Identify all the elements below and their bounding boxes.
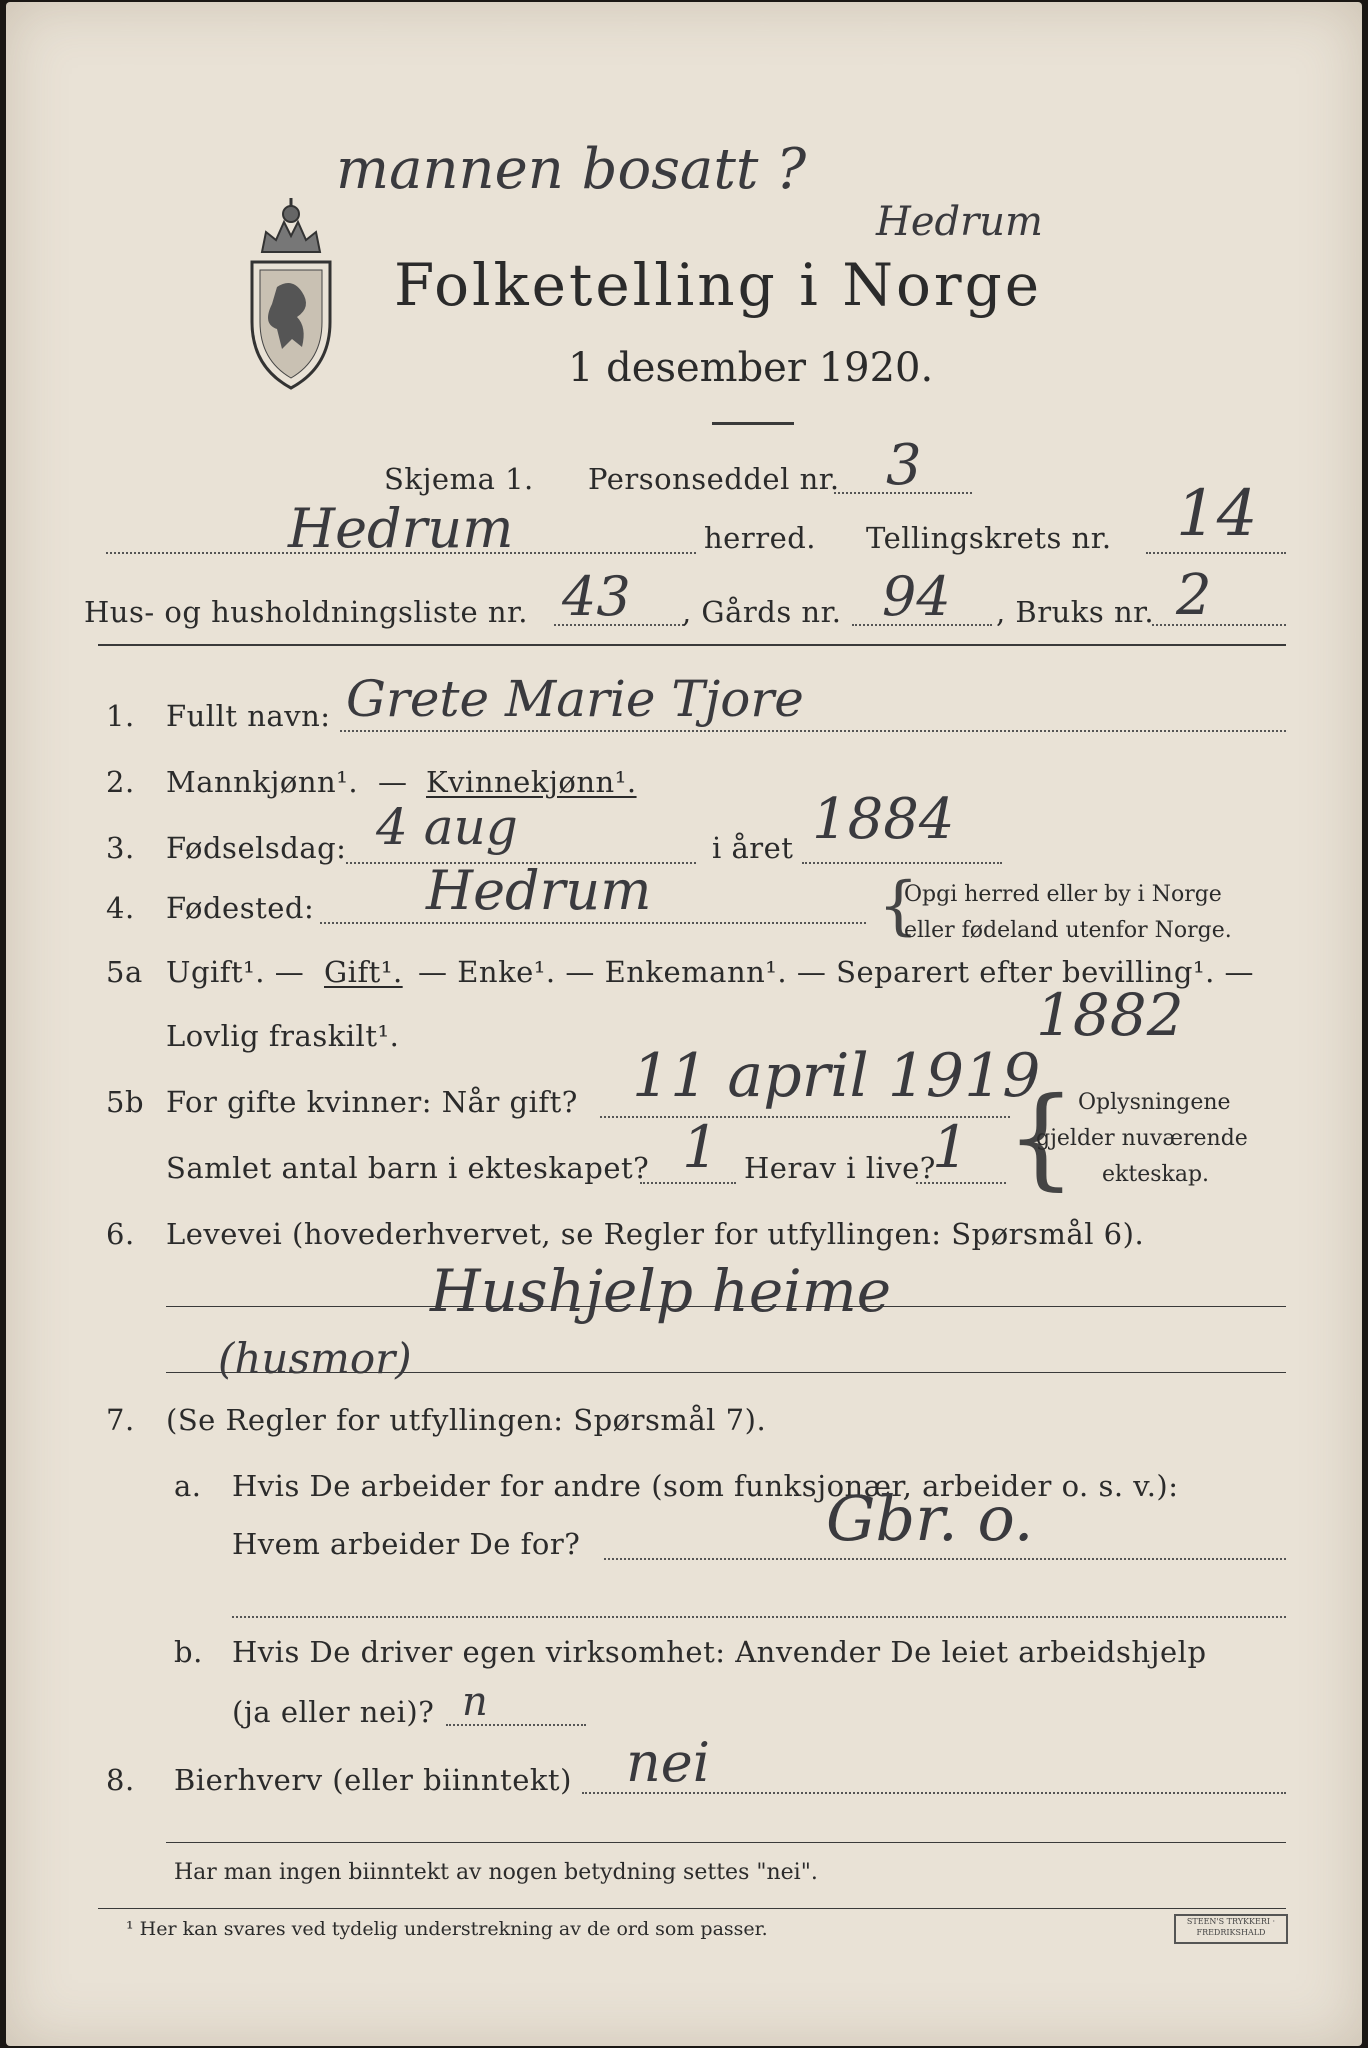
schema-label: Skjema 1. [384,462,534,496]
page-title: Folketelling i Norge [394,251,1043,319]
q2-female-option[interactable]: Kvinnekjønn¹. [426,765,637,799]
title-divider [712,422,794,425]
top-note: mannen bosatt ? [336,137,807,202]
q5b-number: 5b [106,1085,145,1119]
census-date: 1 desember 1920. [568,345,934,391]
q7b-letter: b. [174,1635,203,1669]
q6-line2 [166,1372,1286,1373]
q5a-number: 5a [106,955,143,989]
q5b-children-line [640,1182,736,1184]
q4-label: Fødested: [166,891,315,925]
q3-label: Fødselsdag: [166,831,347,865]
q4-number: 4. [106,891,135,925]
tellingskrets-label: Tellingskrets nr. [866,521,1112,555]
q1-label: Fullt navn: [166,699,331,733]
q5b-brace: { [1006,1073,1076,1201]
q7a-line2 [232,1616,1286,1618]
q7a-text: Hvis De arbeider for andre (som funksjonær, arbeider o. s. v.): [232,1469,1179,1503]
full-name-value[interactable]: Grete Marie Tjore [346,670,804,728]
top-place-note: Hedrum [876,199,1043,245]
q6-label: Levevei (hovederhvervet, se Regler for utfyllingen: Spørsmål 6). [166,1217,1145,1251]
q8-label: Bierhverv (eller biinntekt) [174,1763,572,1797]
footnote: ¹ Her kan svares ved tydelig understrekning av de ord som passer. [126,1918,768,1940]
q5b-note-line1: Oplysningene [1078,1090,1231,1115]
q7-label: (Se Regler for utfyllingen: Spørsmål 7). [166,1403,767,1437]
bruks-label: , Bruks nr. [996,595,1155,629]
personseddel-value[interactable]: 3 [886,433,922,498]
q2-male-option[interactable]: Mannkjønn¹. [166,765,359,799]
q5b-note-line3: ekteskap. [1102,1162,1210,1187]
q3-year-line [802,862,1002,864]
hus-label: Hus- og husholdningsliste nr. [84,595,528,629]
coat-of-arms-icon [232,192,350,392]
herred-value[interactable]: Hedrum [288,497,514,560]
children-alive-value[interactable]: 1 [932,1113,969,1181]
tellingskrets-value[interactable]: 14 [1176,477,1258,551]
q2-number: 2. [106,765,135,799]
q3-year-label: i året [712,831,794,865]
margin-year-note: 1882 [1036,981,1184,1049]
hired-help-value[interactable]: n [462,1679,488,1725]
marriage-date-value[interactable]: 11 april 1919 [632,1041,1041,1111]
q8-number: 8. [106,1763,135,1797]
q4-note-line2: eller fødeland utenfor Norge. [904,918,1232,943]
occupation-value[interactable]: Hushjelp heime [430,1257,892,1325]
personseddel-label: Personseddel nr. [588,462,840,496]
section-divider [98,644,1286,646]
employer-value[interactable]: Gbr. o. [826,1482,1034,1555]
q5b-alive-line [916,1182,1006,1184]
husmor-note: (husmor) [218,1334,412,1383]
q5b-label: For gifte kvinner: Når gift? [166,1085,578,1119]
gards-value[interactable]: 94 [882,565,951,628]
q7b-text: Hvis De driver egen virksomhet: Anvender De leiet arbeidshjelp [232,1635,1207,1669]
birth-year-value[interactable]: 1884 [812,787,955,852]
q4-line [320,922,866,924]
q4-note-line1: Opgi herred eller by i Norge [904,882,1222,907]
q5a-unmarried-option[interactable]: Ugift¹. — [166,955,305,989]
q5a-other-options[interactable]: — Enke¹. — Enkemann¹. — Separert efter bevilling¹. — [418,955,1255,989]
printer-stamp: STEEN'S TRYKKERI · FREDRIKSHALD [1174,1914,1288,1944]
biinntekt-note: Har man ingen biinntekt av nogen betydning settes "nei". [174,1860,818,1885]
q7a-question: Hvem arbeider De for? [232,1527,581,1561]
q5b-alive-label: Herav i live? [744,1151,936,1185]
hus-value[interactable]: 43 [562,565,631,628]
footnote-divider [98,1908,1286,1909]
bruks-value[interactable]: 2 [1176,563,1212,628]
birthplace-value[interactable]: Hedrum [426,859,652,922]
side-income-value[interactable]: nei [626,1731,711,1794]
q5b-note-line2: gjelder nuværende [1036,1126,1248,1151]
q7a-letter: a. [174,1469,202,1503]
q6-line1 [166,1306,1286,1307]
birthday-value[interactable]: 4 aug [376,798,518,856]
q5a-married-option[interactable]: Gift¹. [324,955,403,989]
children-count-value[interactable]: 1 [682,1113,719,1181]
census-form-page [6,2,1362,2046]
q7a-line [604,1558,1286,1560]
q6-number: 6. [106,1217,135,1251]
bruks-line [1152,624,1286,626]
q2-separator: — [378,765,408,799]
q7b-question: (ja eller nei)? [232,1695,435,1729]
q1-number: 1. [106,699,135,733]
q5b-children-label: Samlet antal barn i ekteskapet? [166,1151,650,1185]
q1-line [340,730,1286,732]
q7-number: 7. [106,1403,135,1437]
herred-label: herred. [704,521,817,555]
q5a-divorced-option[interactable]: Lovlig fraskilt¹. [166,1019,400,1053]
tellingskrets-line [1146,552,1286,554]
bottom-divider [166,1842,1286,1843]
q3-number: 3. [106,831,135,865]
gards-label: , Gårds nr. [682,595,842,629]
q4-brace: { [878,869,919,943]
